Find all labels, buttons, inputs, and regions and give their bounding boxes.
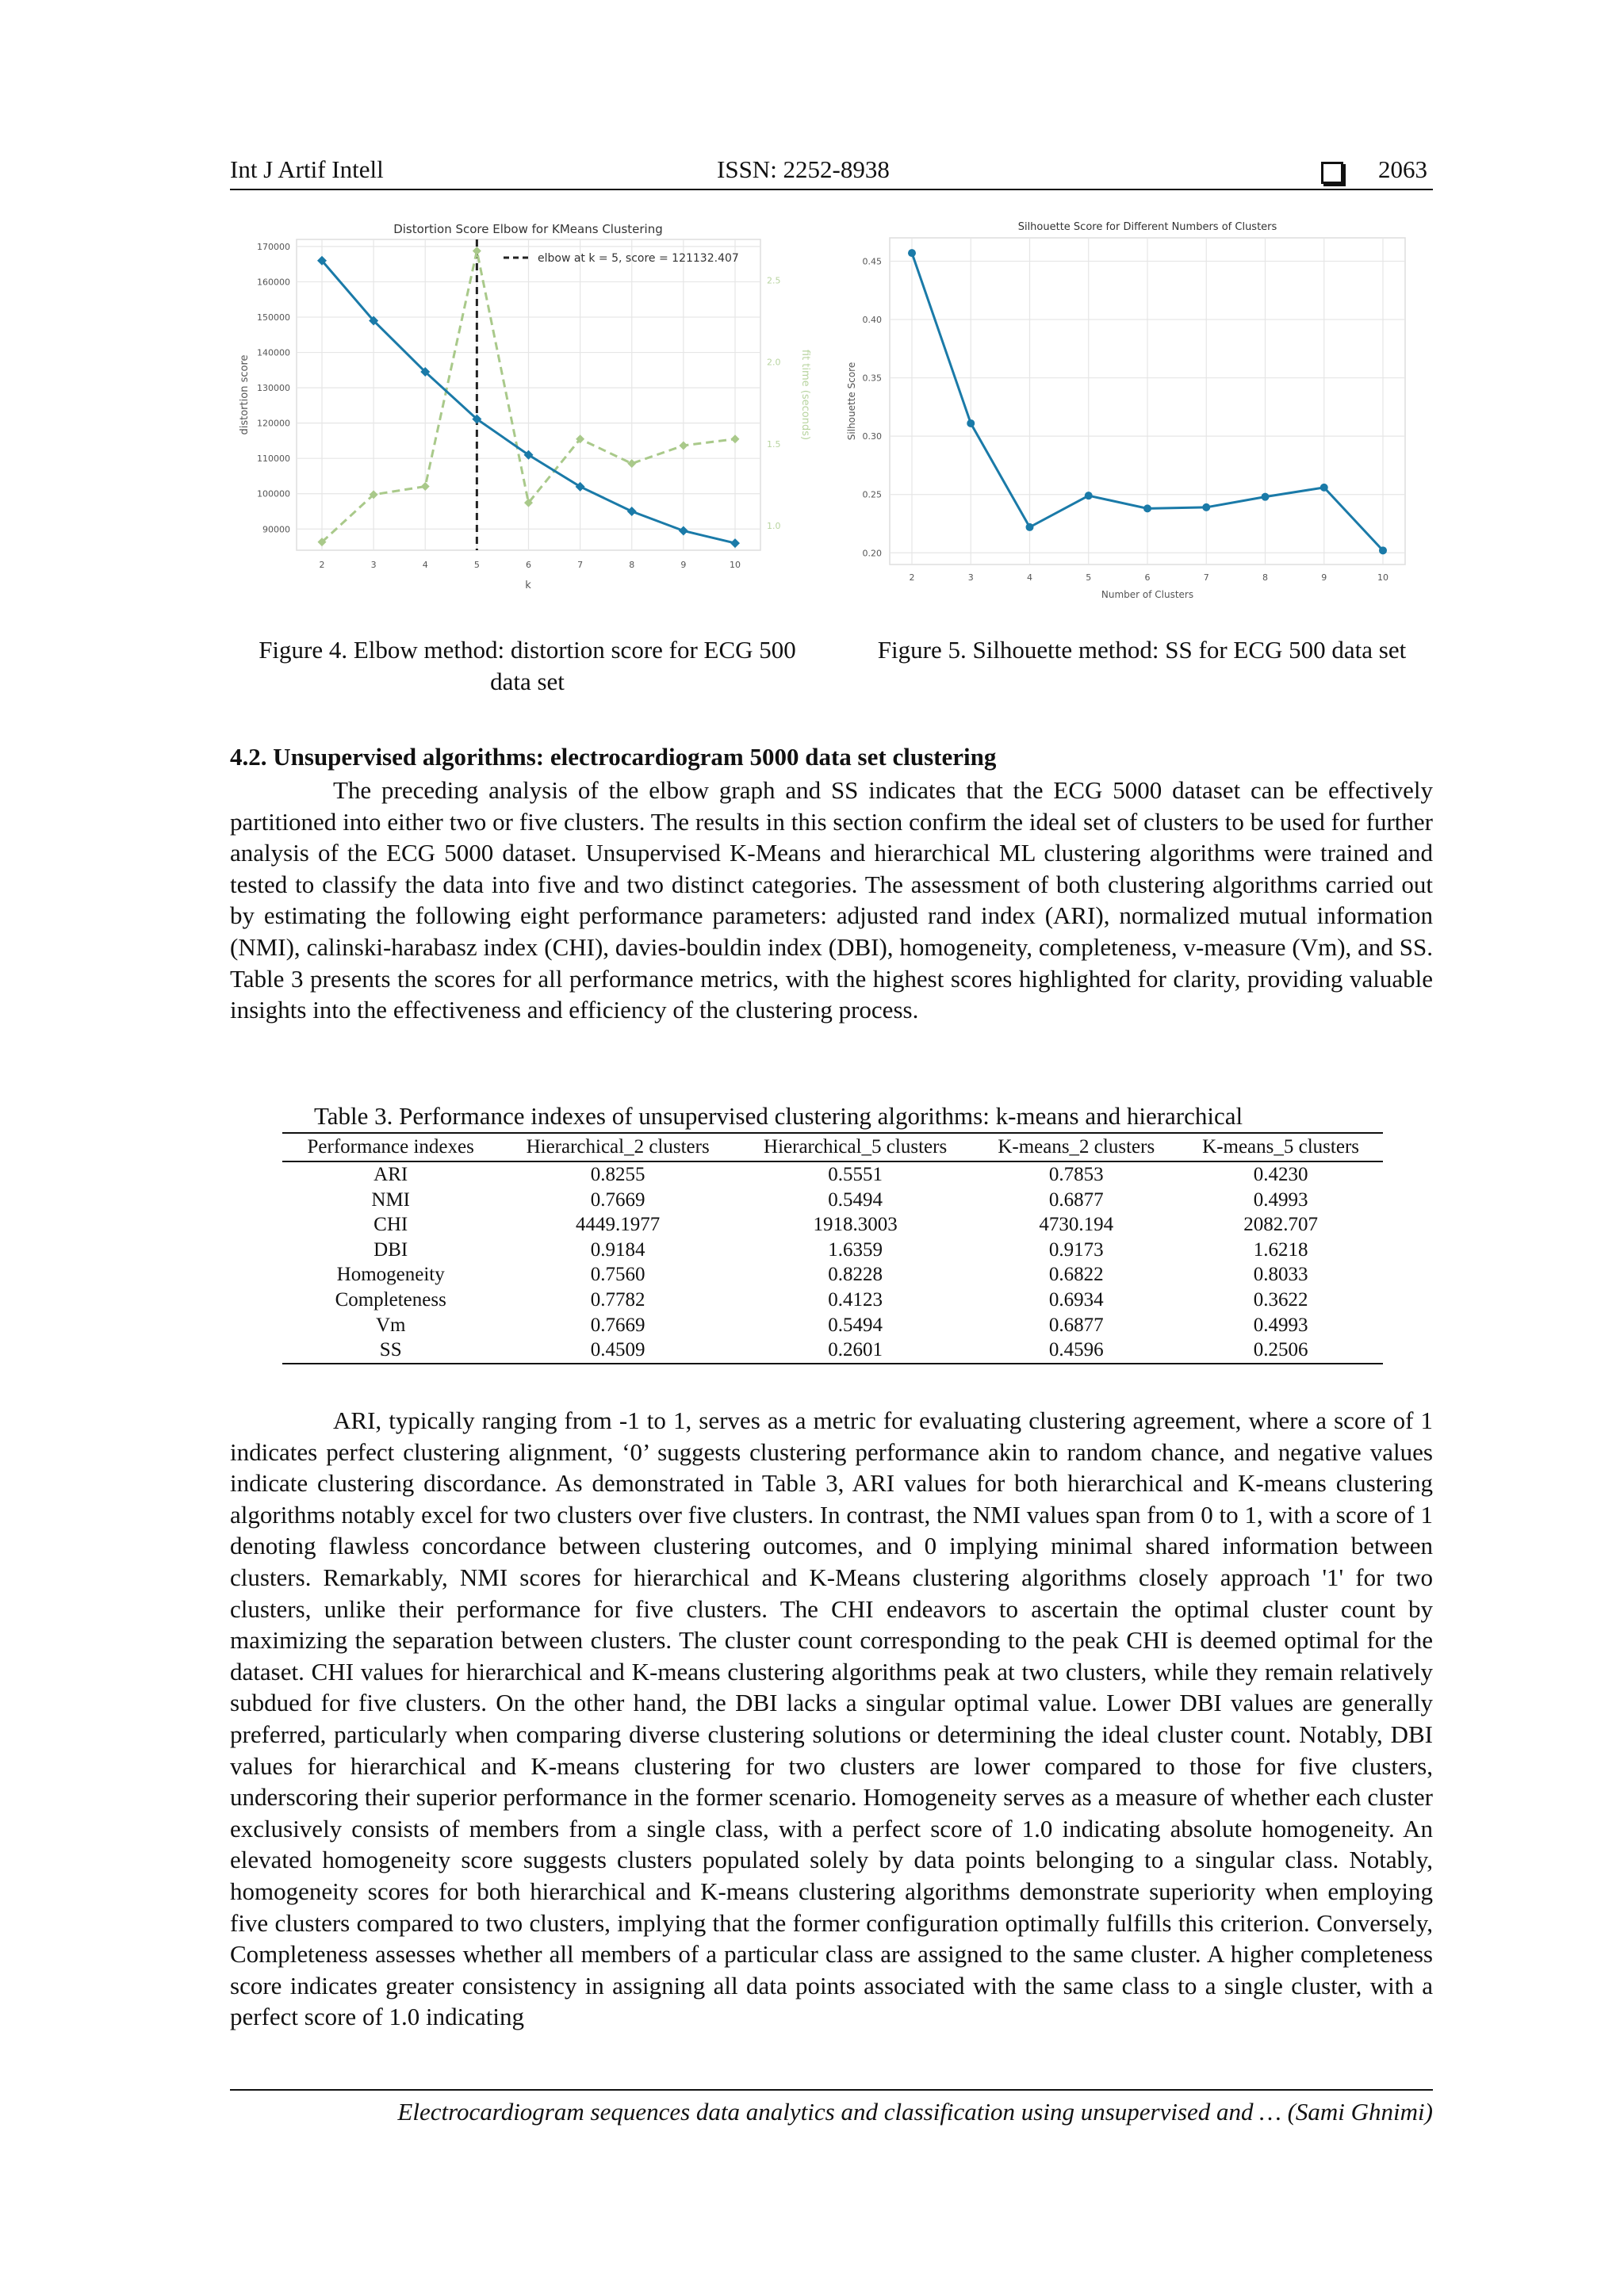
table-cell: 0.7669 bbox=[590, 1314, 645, 1336]
silhouette-score-point bbox=[1085, 492, 1093, 499]
silhouette-score-point bbox=[1202, 503, 1210, 511]
table-cell: 0.8228 bbox=[828, 1264, 883, 1286]
paragraph-2-text: ARI, typically ranging from -1 to 1, serves as a metric for evaluating clustering agreement, where a score of 1 indicates perfect clustering alignment, ‘0’ suggests clustering performance akin to random chance, and negative values indicate clustering discordance. As demonstrated in Table 3, ARI values for both hierarchical and K-means clustering algorithms notably excel for two clusters over five clusters. In contrast, the NMI values span from 0 to 1, with a score of 1 denoting flawless concordance between clustering outcomes, and 0 implying minimal shared information between clusters. Remarkably, NMI scores for hierarchical and K-Means clustering algorithms closely approach '1' for two clusters, unlike their performance for five clusters. The CHI endeavors to ascertain the optimal cluster count by maximizing the separation between clusters. The cluster count corresponding to the peak CHI is deemed optimal for the dataset. CHI values for hierarchical and K-means clustering algorithms peak at two clusters, while they remain relatively subdued for five clusters. On the other hand, the DBI lacks a singular optimal value. Lower DBI values are generally preferred, particularly when comparing diverse clustering solutions or determining the ideal cluster count. Notably, DBI values for hierarchical and K-means clustering for two clusters are lower compared to those for five clusters, underscoring their superior performance in the former scenario. Homogeneity serves as a measure of whether each cluster exclusively consists of members from a single class, with a perfect score of 1.0 indicating absolute homogeneity. An elevated homogeneity score suggests clusters populated solely by data points belonging to a singular class. Notably, homogeneity scores for both hierarchical and K-means clustering algorithms demonstrate superiority when employing five clusters compared to two clusters, implying that the former configuration optimally fulfills this criterion. Conversely, Completeness assesses whether all members of a particular class are assigned to the same cluster. A higher completeness score indicates greater consistency in assigning all data points associated with the same class to a single cluster, with a perfect score of 1.0 indicating bbox=[230, 1406, 1433, 2031]
elbow-y-tick-label: 150000 bbox=[257, 312, 290, 323]
table-cell: Vm bbox=[375, 1314, 406, 1336]
silhouette-y-label: Silhouette Score bbox=[846, 362, 857, 441]
table-cell: 0.4993 bbox=[1253, 1188, 1308, 1211]
silhouette-x-tick-label: 5 bbox=[1086, 572, 1092, 583]
table-cell: 0.2506 bbox=[1178, 1337, 1383, 1364]
silhouette-y-tick-label: 0.30 bbox=[862, 431, 882, 442]
table-row bbox=[282, 1288, 1383, 1313]
table-row bbox=[282, 1188, 1383, 1213]
silhouette-score-point bbox=[967, 419, 975, 427]
silhouette-y-tick-label: 0.40 bbox=[862, 315, 882, 325]
table-cell: SS bbox=[282, 1337, 499, 1364]
elbow-y2-tick-label: 2.0 bbox=[767, 357, 781, 368]
table-cell: 4449.1977 bbox=[576, 1214, 661, 1236]
elbow-x-tick-label: 7 bbox=[577, 560, 584, 570]
silhouette-x-tick-label: 6 bbox=[1144, 572, 1151, 583]
table-cell: 0.6934 bbox=[1048, 1288, 1104, 1311]
table-cell: 0.7669 bbox=[590, 1188, 645, 1211]
table-cell: 0.4123 bbox=[828, 1288, 883, 1311]
section-title: 4.2. Unsupervised algorithms: electrocardiogram 5000 data set clustering bbox=[230, 743, 997, 771]
table-cell: 1918.3003 bbox=[813, 1214, 898, 1236]
table-cell: 0.5494 bbox=[828, 1314, 883, 1336]
table-header: Hierarchical_2 clusters bbox=[499, 1133, 736, 1161]
journal-name: Int J Artif Intell bbox=[230, 155, 384, 183]
elbow-x-tick-label: 6 bbox=[526, 560, 531, 570]
elbow-y-tick-label: 120000 bbox=[257, 418, 290, 429]
silhouette-score-point bbox=[1143, 504, 1151, 512]
table-row bbox=[282, 1212, 1383, 1238]
table-cell: 0.8033 bbox=[1253, 1264, 1308, 1286]
table-cell: 0.9173 bbox=[1048, 1238, 1104, 1261]
table-cell: DBI bbox=[373, 1238, 408, 1261]
silhouette-x-tick-label: 4 bbox=[1027, 572, 1032, 583]
elbow-y2-label: fit time (seconds) bbox=[799, 349, 811, 441]
silhouette-x-ticks bbox=[910, 572, 1389, 583]
table-3 bbox=[282, 1132, 1383, 1364]
checkbox-icon bbox=[1321, 162, 1343, 184]
silhouette-x-tick-label: 3 bbox=[967, 572, 974, 583]
elbow-y-tick-label: 160000 bbox=[257, 277, 290, 288]
silhouette-chart-title: Silhouette Score for Different Numbers of Clusters bbox=[1017, 221, 1277, 233]
table-cell: 0.9184 bbox=[590, 1238, 645, 1261]
silhouette-x-tick-label: 7 bbox=[1203, 572, 1209, 583]
footer-rule bbox=[230, 2089, 1433, 2091]
table-cell: NMI bbox=[371, 1188, 410, 1211]
elbow-y-tick-label: 90000 bbox=[262, 524, 290, 535]
table-row bbox=[282, 1262, 1383, 1288]
table-cell: 0.7560 bbox=[590, 1264, 645, 1286]
table-cell: 0.5494 bbox=[828, 1188, 883, 1211]
table-cell: 0.4230 bbox=[1253, 1164, 1308, 1185]
elbow-chart-title: Distortion Score Elbow for KMeans Clustering bbox=[393, 222, 663, 236]
table-row bbox=[282, 1238, 1383, 1263]
table-cell: ARI bbox=[373, 1164, 408, 1185]
silhouette-y-tick-label: 0.45 bbox=[862, 256, 882, 267]
table-cell: 4730.194 bbox=[1039, 1214, 1114, 1236]
page-number: 2063 bbox=[1378, 155, 1427, 183]
figure-4-elbow-chart bbox=[230, 216, 809, 604]
table-header: Performance indexes bbox=[282, 1133, 499, 1161]
table-cell: 0.7782 bbox=[590, 1288, 645, 1311]
elbow-x-tick-label: 5 bbox=[473, 560, 480, 570]
silhouette-y-tick-label: 0.25 bbox=[862, 489, 882, 500]
silhouette-x-tick-label: 9 bbox=[1321, 572, 1327, 583]
elbow-y-tick-label: 110000 bbox=[257, 453, 290, 465]
table-cell: CHI bbox=[373, 1214, 408, 1236]
table-cell: 0.6877 bbox=[1048, 1188, 1104, 1211]
table-header-row bbox=[282, 1133, 1383, 1161]
table-cell: 0.6877 bbox=[1048, 1314, 1104, 1336]
elbow-y-label: distortion score bbox=[239, 354, 251, 435]
table-cell: 0.3622 bbox=[1253, 1288, 1308, 1311]
silhouette-score-point bbox=[908, 249, 916, 257]
silhouette-x-tick-label: 2 bbox=[909, 572, 915, 583]
table-cell: 0.4993 bbox=[1253, 1314, 1308, 1336]
header-rule bbox=[230, 189, 1433, 190]
table-cell: 0.4509 bbox=[499, 1337, 736, 1364]
elbow-y-tick-label: 170000 bbox=[257, 241, 290, 252]
silhouette-score-point bbox=[1262, 493, 1270, 501]
table-cell: 0.4596 bbox=[974, 1337, 1178, 1364]
elbow-y-tick-label: 140000 bbox=[257, 347, 290, 358]
paragraph-2 bbox=[230, 1405, 1433, 2033]
table-cell: 0.5551 bbox=[828, 1164, 883, 1185]
elbow-y2-tick-label: 1.5 bbox=[767, 438, 781, 450]
elbow-y2-ticks bbox=[767, 276, 781, 531]
elbow-x-label: k bbox=[525, 580, 531, 591]
elbow-x-ticks bbox=[320, 560, 741, 570]
table-cell: Completeness bbox=[335, 1288, 446, 1311]
table-cell: 0.2601 bbox=[737, 1337, 974, 1364]
table-cell: 1.6218 bbox=[1253, 1238, 1308, 1261]
elbow-x-tick-label: 9 bbox=[680, 560, 687, 570]
elbow-y2-tick-label: 2.5 bbox=[767, 275, 781, 286]
silhouette-y-tick-label: 0.20 bbox=[862, 548, 882, 559]
elbow-y2-tick-label: 1.0 bbox=[767, 521, 781, 532]
figure-5-caption: Figure 5. Silhouette method: SS for ECG 500 data set bbox=[877, 636, 1407, 664]
table-cell: 0.8255 bbox=[590, 1164, 645, 1185]
elbow-x-tick-label: 2 bbox=[319, 560, 325, 570]
table-header: K-means_2 clusters bbox=[974, 1133, 1178, 1161]
table-cell: 2082.707 bbox=[1243, 1214, 1318, 1236]
table-cell: 0.6822 bbox=[1048, 1264, 1104, 1286]
silhouette-y-tick-label: 0.35 bbox=[862, 373, 882, 384]
elbow-y-tick-label: 100000 bbox=[257, 488, 290, 499]
table-cell: 0.7853 bbox=[1048, 1164, 1104, 1185]
table-header: K-means_5 clusters bbox=[1178, 1133, 1383, 1161]
table-row bbox=[282, 1161, 1383, 1188]
silhouette-x-tick-label: 10 bbox=[1377, 572, 1388, 583]
silhouette-x-tick-label: 8 bbox=[1262, 572, 1268, 583]
elbow-x-tick-label: 3 bbox=[370, 560, 377, 570]
table-header: Hierarchical_5 clusters bbox=[737, 1133, 974, 1161]
elbow-x-tick-label: 4 bbox=[422, 560, 428, 570]
table-row bbox=[282, 1313, 1383, 1338]
elbow-legend: elbow at k = 5, score = 121132.407 bbox=[538, 252, 739, 265]
running-footer: Electrocardiogram sequences data analytics and classification using unsupervised and … (Sami Ghnimi) bbox=[397, 2098, 1433, 2126]
silhouette-score-point bbox=[1320, 484, 1328, 492]
table-3-caption: Table 3. Performance indexes of unsupervised clustering algorithms: k-means and hierarchical bbox=[314, 1102, 1243, 1130]
silhouette-score-point bbox=[1026, 523, 1034, 531]
silhouette-score-point bbox=[1379, 546, 1387, 554]
table-cell: Homogeneity bbox=[336, 1264, 445, 1286]
elbow-x-tick-label: 10 bbox=[730, 560, 741, 570]
silhouette-y-ticks bbox=[863, 256, 883, 558]
table-cell: 1.6359 bbox=[828, 1238, 883, 1261]
figure-4-caption: Figure 4. Elbow method: distortion score for ECG 500 data set bbox=[259, 636, 796, 695]
silhouette-x-label: Number of Clusters bbox=[1101, 589, 1194, 600]
issn: ISSN: 2252-8938 bbox=[717, 155, 890, 183]
table-row bbox=[282, 1337, 1383, 1364]
paragraph-1 bbox=[230, 775, 1433, 1026]
elbow-y-tick-label: 130000 bbox=[257, 383, 290, 394]
elbow-y-ticks bbox=[257, 242, 290, 534]
paragraph-1-text: The preceding analysis of the elbow graph and SS indicates that the ECG 5000 dataset can be effectively partitioned into either two or five clusters. The results in this section confirm the ideal set of clusters to be used for further analysis of the ECG 5000 dataset. Unsupervised K-Means and hierarchical ML clustering algorithms were trained and tested to classify the data into five and two distinct categories. The assessment of both clustering algorithms carried out by estimating the following eight performance parameters: adjusted rand index (ARI), normalized mutual information (NMI), calinski-harabasz index (CHI), davies-bouldin index (DBI), homogeneity, completeness, v-measure (Vm), and SS. Table 3 presents the scores for all performance metrics, with the highest scores highlighted for clarity, providing valuable insights into the effectiveness and efficiency of the clustering process. bbox=[230, 776, 1433, 1024]
elbow-x-tick-label: 8 bbox=[629, 560, 635, 570]
figure-5-silhouette-chart bbox=[841, 216, 1443, 604]
